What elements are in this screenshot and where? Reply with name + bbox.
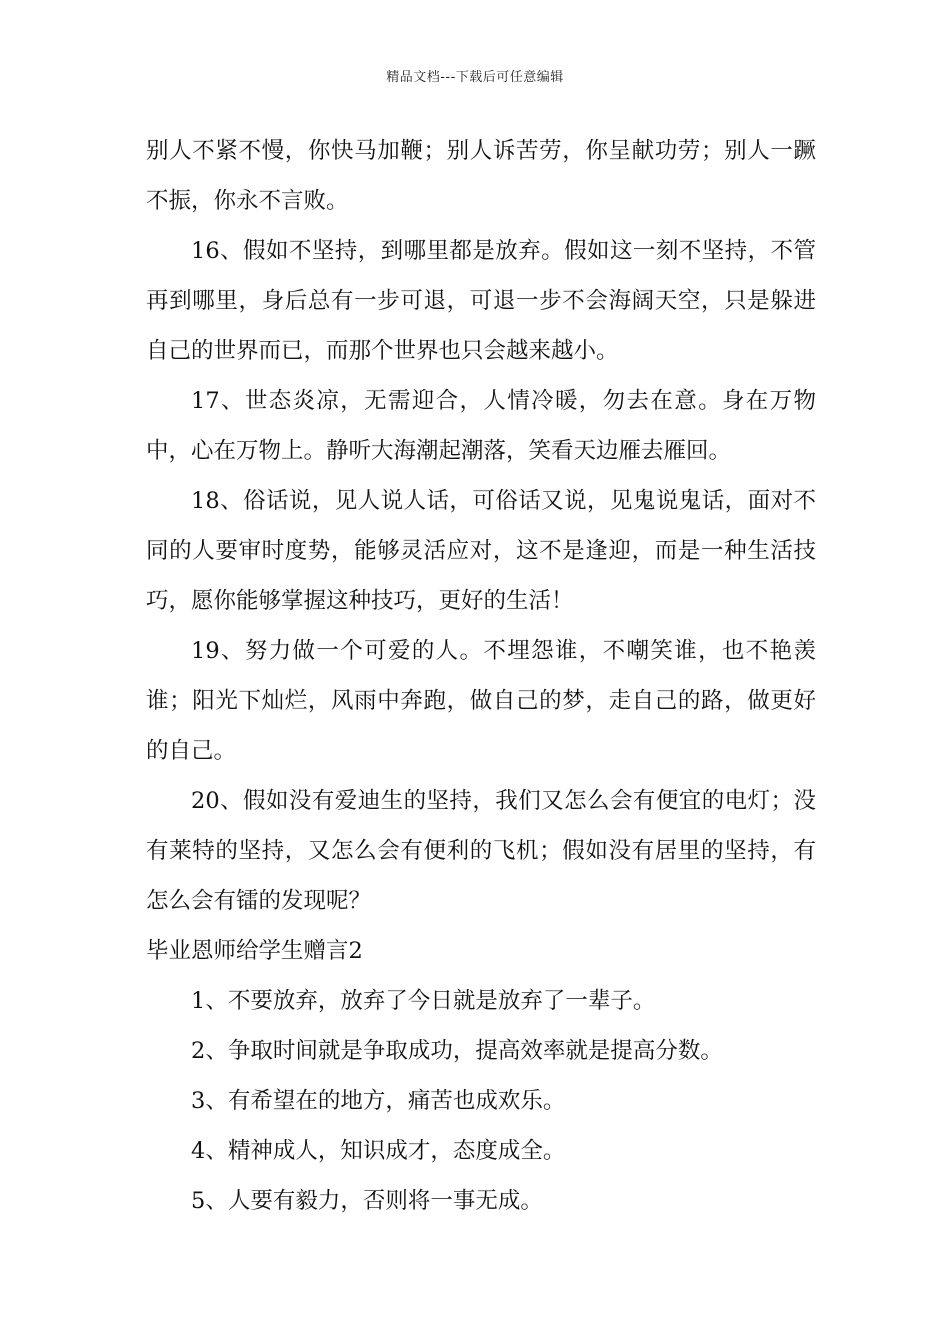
list-item: 5、人要有毅力，否则将一事无成。 xyxy=(191,1188,543,1214)
paragraph: 18、俗话说，见人说人话，可俗话又说，见鬼说鬼话，面对不同的人要审时度势，能够灵活应对，这不是逢迎，而是一种生活技巧，愿你能够掌握这种技巧，更好的生活！ xyxy=(146,488,816,614)
page-header: 精品文档---下载后可任意编辑 xyxy=(386,70,564,85)
list-item: 1、不要放弃，放弃了今日就是放弃了一辈子。 xyxy=(191,988,656,1014)
list-item: 4、精神成人，知识成才，态度成全。 xyxy=(191,1138,566,1164)
document-body xyxy=(146,126,816,1226)
paragraph: 17、世态炎凉，无需迎合，人情冷暖，勿去在意。身在万物中，心在万物上。静听大海潮起潮落，笑看天边雁去雁回。 xyxy=(146,388,816,464)
list-item: 3、有希望在的地方，痛苦也成欢乐。 xyxy=(191,1088,566,1114)
paragraph: 16、假如不坚持，到哪里都是放弃。假如这一刻不坚持，不管再到哪里，身后总有一步可退，可退一步不会海阔天空，只是躲进自己的世界而已，而那个世界也只会越来越小。 xyxy=(146,238,816,364)
paragraph: 别人不紧不慢，你快马加鞭；别人诉苦劳，你呈献功劳；别人一蹶不振，你永不言败。 xyxy=(146,138,816,214)
paragraph: 20、假如没有爱迪生的坚持，我们又怎么会有便宜的电灯；没有莱特的坚持，又怎么会有便利的飞机；假如没有居里的坚持，有怎么会有镭的发现呢？ xyxy=(146,788,816,914)
list-item: 2、争取时间就是争取成功，提高效率就是提高分数。 xyxy=(191,1038,723,1064)
paragraph: 19、努力做一个可爱的人。不埋怨谁，不嘲笑谁，也不艳羡谁；阳光下灿烂，风雨中奔跑，做自己的梦，走自己的路，做更好的自己。 xyxy=(146,638,816,764)
section-heading: 毕业恩师给学生赠言2 xyxy=(146,938,363,964)
